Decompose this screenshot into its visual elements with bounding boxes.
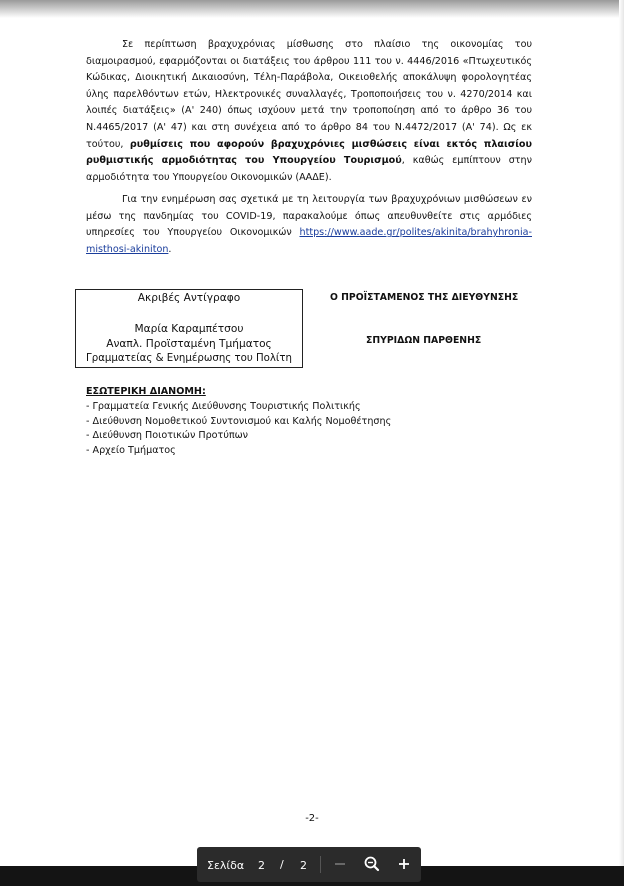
zoom-fit-button[interactable] [359,852,385,876]
distribution-heading [86,386,206,397]
viewer-right-edge [619,0,624,886]
distribution-item: - Γραμματεία Γενικής Διεύθυνσης Τουριστικής Πολιτικής [86,401,361,412]
stamp-line-name: Μαρία Καραμπέτσου [134,323,244,335]
paragraph-covid-info [86,192,532,258]
distribution-heading-text: ΕΣΩΤΕΡΙΚΗ ΔΙΑΝΟΜΗ [86,386,202,397]
magnifier-icon [359,852,385,876]
viewer-top-shadow [0,0,624,18]
aade-link[interactable]: https://www.aade.gr/polites/akinita/brahyhronia-misthosi-akiniton [86,227,532,255]
zoom-out-button[interactable] [327,852,353,876]
distribution-item: - Αρχείο Τμήματος [86,444,176,456]
paragraph-text: Σε περίπτωση βραχυχρόνιας μίσθωσης στο πλαίσιο της οικονομίας του διαμοιρασμού, εφαρμόζονται οι διατάξεις του άρθρου 111 του ν. 4446/2016 «Πτωχευτικός Κώδικας, Διοικητική Δικαιοσύνη, Τέλη-Παράβολα, Οικειοθελής αποκάλυψη φορολογητέας ύλης παρελθόντων ετών, Ηλεκτρονικές συναλλαγές, Τροποποιήσεις του ν. 4270/2014 και λοιπές διατάξεις» (Α' 240) όπως ισχύουν μετά την τροποποίηση από το άρθρο 36 του Ν.4465/2017 (Α' 47) και στη συνέχεια από το άρθρο 84 του Ν.4472/2017 (Α' 74). Ως εκ τούτου, [86,39,532,150]
toolbar-divider [320,856,321,873]
plus-icon [391,852,417,876]
pdf-page-toolbar [197,847,421,882]
distribution-item: - Διεύθυνση Νομοθετικού Συντονισμού και Καλής Νομοθέτησης [86,415,392,427]
signature-name: ΣΠΥΡΙΔΩΝ ΠΑΡΘΕΝΗΣ [366,335,482,346]
stamp-line-role: Αναπλ. Προϊσταμένη Τμήματος [106,338,272,350]
paragraph-bold-text: ρυθμίσεις που αφορούν βραχυχρόνιες μισθώσεις είναι εκτός πλαισίου ρυθμιστικής αρμοδιότητας του Υπουργείου Τουρισμού [86,138,533,167]
paragraph-text-end: . [168,243,172,255]
signature-title: Ο ΠΡΟΪΣΤΑΜΕΝΟΣ ΤΗΣ ΔΙΕΥΘΥΝΣΗΣ [330,292,519,303]
current-page-input[interactable]: 2 [258,859,265,872]
page-separator: / [280,858,284,871]
paragraph-text-end: , καθώς εμπίπτουν στην αρμοδιότητα του Υπουργείου Οικονομικών (ΑΑΔΕ). [86,155,533,183]
stamp-line-certified: Ακριβές Αντίγραφο [137,292,241,304]
total-pages: 2 [300,859,307,872]
zoom-in-button[interactable] [391,852,417,876]
minus-icon [327,852,353,876]
certified-copy-stamp [75,289,303,368]
page-label: Σελίδα [207,859,245,872]
distribution-list [86,400,391,458]
distribution-item: - Διεύθυνση Ποιοτικών Προτύπων [86,430,249,441]
paragraph-text: Για την ενημέρωση σας σχετικά με τη λειτουργία των βραχυχρόνιων μισθώσεων εν μέσω της πανδημίας του COVID-19, παρακαλούμε όπως απευθυνθείτε στις αρμόδιες υπηρεσίες του Υπουργείου Οικονομικών [86,194,532,239]
page-number: -2- [305,813,319,824]
paragraph-short-term-rental [86,37,532,186]
stamp-line-department: Γραμματείας & Ενημέρωσης του Πολίτη [86,353,292,364]
distribution-heading-colon: : [201,386,206,397]
